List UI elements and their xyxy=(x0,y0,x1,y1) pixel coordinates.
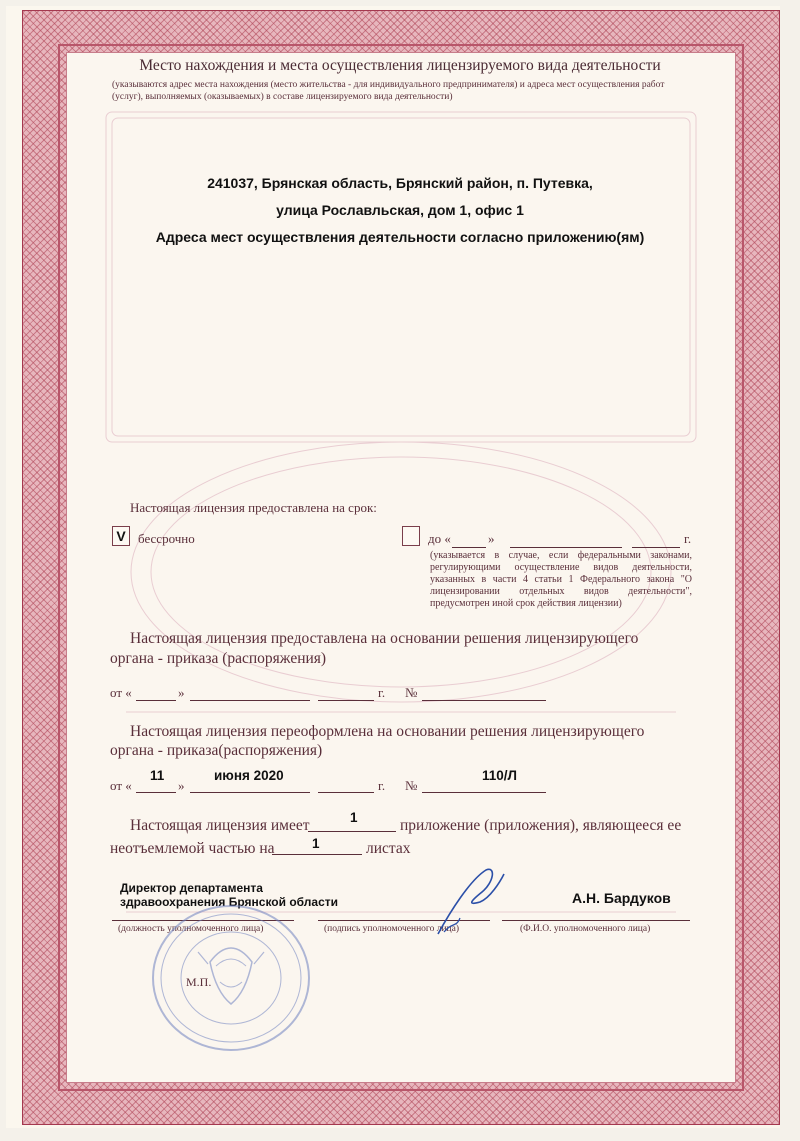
reissued-number-prefix: № xyxy=(405,778,418,793)
official-stamp xyxy=(150,902,312,1054)
granted-year-suffix: г. xyxy=(378,685,386,700)
appendix-text-c: неотъемлемой частью на xyxy=(110,840,275,857)
appendix-text-d: листах xyxy=(366,840,411,857)
granted-from-mid: » xyxy=(178,685,185,700)
reissued-number-line xyxy=(422,792,546,793)
header-note: (указываются адрес места нахождения (место жительства - для индивидуального предпринимателя) и адреса мест осуществления работ (услуг), выполняемых (оказываемых) в составе лицензируемого вида деятельности) xyxy=(112,80,665,102)
granted-number-prefix: № xyxy=(405,685,418,700)
reissued-month-line xyxy=(190,792,310,793)
until-suffix: г. xyxy=(684,531,692,546)
term-intro: Настоящая лицензия предоставлена на срок: xyxy=(130,500,377,515)
granted-number-line xyxy=(422,700,546,701)
position-line-1: Директор департамента xyxy=(120,881,263,895)
until-checkbox xyxy=(402,526,420,546)
granted-text-line-1: Настоящая лицензия предоставлена на основании решения лицензирующего xyxy=(130,630,639,647)
mp-label: М.П. xyxy=(186,975,212,989)
reissued-day: 11 xyxy=(150,768,165,783)
reissued-text-line-1: Настоящая лицензия переоформлена на основании решения лицензирующего xyxy=(130,723,645,740)
appendix-sheets-line xyxy=(272,854,362,855)
position-caption: (должность уполномоченного лица) xyxy=(118,924,264,934)
appendix-count: 1 xyxy=(350,810,358,825)
name-line xyxy=(502,920,690,921)
granted-year-line xyxy=(318,700,374,701)
reissued-from-prefix: от « xyxy=(110,778,132,793)
reissued-year-suffix: г. xyxy=(378,778,386,793)
handwritten-signature xyxy=(430,862,510,942)
appendix-sheets: 1 xyxy=(312,836,320,851)
reissued-month-year: июня 2020 xyxy=(214,768,284,783)
granted-from-prefix: от « xyxy=(110,685,132,700)
signature-caption: (подпись уполномоченного лица) xyxy=(324,924,460,934)
appendix-count-line xyxy=(308,831,396,832)
address-line-3: Адреса мест осуществления деятельности согласно приложению(ям) xyxy=(155,229,645,245)
until-prefix: до « xyxy=(428,531,451,546)
until-month-line xyxy=(510,547,622,548)
address-line-2: улица Рославльская, дом 1, офис 1 xyxy=(276,202,524,218)
granted-day-line xyxy=(136,700,176,701)
unlimited-label: бессрочно xyxy=(138,531,195,546)
address-line-1: 241037, Брянская область, Брянский район, п. Путевка, xyxy=(207,175,593,191)
signer-name: А.Н. Бардуков xyxy=(572,890,671,906)
reissued-from-mid: » xyxy=(178,778,185,793)
name-caption: (Ф.И.О. уполномоченного лица) xyxy=(520,924,651,934)
reissued-day-line xyxy=(136,792,176,793)
reissued-text-line-2: органа - приказа(распоряжения) xyxy=(110,742,323,759)
appendix-text-a: Настоящая лицензия имеет xyxy=(130,817,310,834)
checkbox-mark: V xyxy=(116,528,126,544)
appendix-text-b: приложение (приложения), являющееся ее xyxy=(400,817,682,834)
granted-text-line-2: органа - приказа (распоряжения) xyxy=(110,650,327,667)
header-title: Место нахождения и места осуществления лицензируемого вида деятельности xyxy=(139,57,661,74)
granted-month-line xyxy=(190,700,310,701)
until-day-line xyxy=(452,547,486,548)
until-note: (указывается в случае, если федеральными законами, регулирующими осуществление видов деятельности, указанных в части 4 статьи 1 Федерального закона "О лицензировании отдельных видов деятельности", предусмотрен иной срок действия лицензии) xyxy=(430,550,692,609)
until-mid: » xyxy=(488,531,495,546)
reissued-year-line xyxy=(318,792,374,793)
until-year-line xyxy=(632,547,680,548)
unlimited-checkbox xyxy=(112,526,130,546)
reissued-number: 110/Л xyxy=(482,768,518,783)
position-line-2: здравоохранения Брянской области xyxy=(120,895,339,909)
